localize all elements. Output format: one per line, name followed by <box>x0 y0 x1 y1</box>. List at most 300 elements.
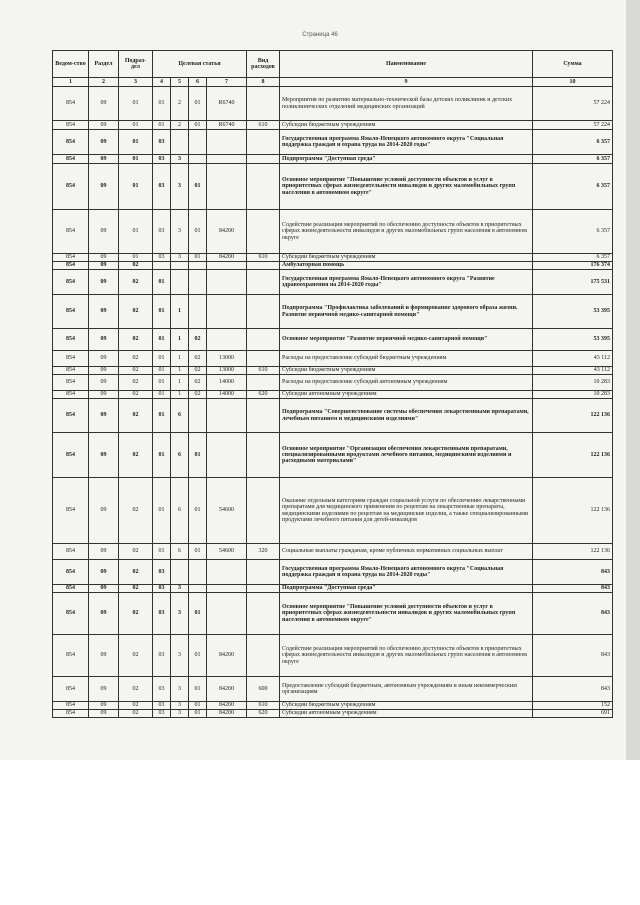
cell-razdel: 09 <box>89 391 119 399</box>
cell-name: Субсидии автономным учреждениям <box>280 391 533 399</box>
cell-vid-rashodov <box>247 270 280 295</box>
cell-sum: 43 112 <box>533 351 613 367</box>
cell-podrazdel: 02 <box>119 677 153 702</box>
cell-razdel: 09 <box>89 710 119 718</box>
cell-target-program: 03 <box>153 702 171 710</box>
cell-razdel: 09 <box>89 399 119 433</box>
cell-name: Государственная программа Ямало-Ненецкого автономного округа "Развитие здравоохранения на 2014-2020 годы" <box>280 270 533 295</box>
table-row <box>53 391 613 399</box>
table-row <box>53 210 613 254</box>
cell-target-program: 01 <box>153 329 171 351</box>
cell-podrazdel: 02 <box>119 635 153 677</box>
cell-target-subprogram: 3 <box>171 254 189 262</box>
cell-razdel: 09 <box>89 585 119 593</box>
cell-target-activity <box>189 585 207 593</box>
table-row <box>53 544 613 560</box>
cell-name: Субсидии бюджетным учреждениям <box>280 367 533 375</box>
cell-target-program: 01 <box>153 544 171 560</box>
cell-target-program: 01 <box>153 295 171 329</box>
cell-target-direction: 14000 <box>207 391 247 399</box>
cell-podrazdel: 02 <box>119 593 153 635</box>
cell-vid-rashodov <box>247 329 280 351</box>
cell-target-subprogram: 3 <box>171 155 189 164</box>
cell-target-program: 03 <box>153 560 171 585</box>
cell-sum: 122 136 <box>533 433 613 478</box>
cell-sum: 10 283 <box>533 391 613 399</box>
cell-target-direction <box>207 593 247 635</box>
cell-target-activity: 02 <box>189 375 207 391</box>
cell-target-subprogram: 6 <box>171 433 189 478</box>
cell-razdel: 09 <box>89 164 119 210</box>
cell-vid-rashodov <box>247 155 280 164</box>
table-row <box>53 164 613 210</box>
cell-target-program: 03 <box>153 635 171 677</box>
cell-target-subprogram: 6 <box>171 478 189 544</box>
header-sum: Сумма <box>533 51 613 78</box>
cell-podrazdel: 01 <box>119 210 153 254</box>
cell-razdel: 09 <box>89 254 119 262</box>
cell-podrazdel: 02 <box>119 702 153 710</box>
cell-podrazdel: 02 <box>119 544 153 560</box>
cell-vid-rashodov: 610 <box>247 367 280 375</box>
cell-target-activity: 01 <box>189 593 207 635</box>
cell-podrazdel: 02 <box>119 710 153 718</box>
cell-podrazdel: 02 <box>119 295 153 329</box>
cell-target-activity: 01 <box>189 710 207 718</box>
cell-target-direction: 54600 <box>207 544 247 560</box>
cell-target-subprogram: 2 <box>171 121 189 130</box>
cell-sum: 10 283 <box>533 375 613 391</box>
cell-name: Расходы на предоставление субсидий бюджетным учреждениям <box>280 351 533 367</box>
cell-vedomstvo: 854 <box>53 710 89 718</box>
cell-razdel: 09 <box>89 560 119 585</box>
table-row <box>53 270 613 295</box>
cell-target-program: 03 <box>153 677 171 702</box>
cell-target-direction <box>207 560 247 585</box>
cell-target-subprogram: 3 <box>171 710 189 718</box>
cell-target-program: 03 <box>153 164 171 210</box>
cell-name: Расходы на предоставление субсидий автономным учреждениям <box>280 375 533 391</box>
cell-name: Основное мероприятие "Повышение условий доступности объектов и услуг в приоритетных сферах жизнедеятельности инвалидов и других маломобильных групп населения в автономном округе" <box>280 164 533 210</box>
cell-target-activity: 01 <box>189 164 207 210</box>
header-podrazdel: Подраз-дел <box>119 51 153 78</box>
cell-target-direction: 84200 <box>207 210 247 254</box>
cell-vedomstvo: 854 <box>53 254 89 262</box>
cell-sum: 122 136 <box>533 478 613 544</box>
cell-vid-rashodov: 320 <box>247 544 280 560</box>
cell-razdel: 09 <box>89 155 119 164</box>
cell-podrazdel: 02 <box>119 391 153 399</box>
cell-vedomstvo: 854 <box>53 155 89 164</box>
cell-vid-rashodov <box>247 399 280 433</box>
cell-target-activity: 01 <box>189 210 207 254</box>
table-row <box>53 130 613 155</box>
cell-podrazdel: 01 <box>119 164 153 210</box>
cell-target-subprogram: 2 <box>171 87 189 121</box>
cell-target-subprogram: 1 <box>171 367 189 375</box>
cell-name: Социальные выплаты гражданам, кроме публичных нормативных социальных выплат <box>280 544 533 560</box>
cell-vedomstvo: 854 <box>53 262 89 270</box>
cell-target-program: 03 <box>153 254 171 262</box>
cell-target-direction: 14000 <box>207 375 247 391</box>
table-row <box>53 478 613 544</box>
header-razdel: Раздел <box>89 51 119 78</box>
cell-podrazdel: 01 <box>119 121 153 130</box>
cell-vedomstvo: 854 <box>53 702 89 710</box>
cell-razdel: 09 <box>89 702 119 710</box>
cell-target-direction: 13000 <box>207 351 247 367</box>
cell-sum: 6 357 <box>533 130 613 155</box>
table-row <box>53 262 613 270</box>
cell-target-program: 01 <box>153 399 171 433</box>
cell-target-activity <box>189 295 207 329</box>
cell-target-subprogram: 3 <box>171 593 189 635</box>
table-row <box>53 121 613 130</box>
cell-target-activity: 01 <box>189 478 207 544</box>
table-row <box>53 351 613 367</box>
cell-target-subprogram: 6 <box>171 544 189 560</box>
cell-vedomstvo: 854 <box>53 295 89 329</box>
cell-name: Субсидии бюджетным учреждениям <box>280 121 533 130</box>
cell-sum: 6 357 <box>533 155 613 164</box>
cell-sum: 57 224 <box>533 121 613 130</box>
cell-target-activity: 01 <box>189 254 207 262</box>
cell-podrazdel: 02 <box>119 351 153 367</box>
cell-vid-rashodov <box>247 478 280 544</box>
cell-target-subprogram <box>171 130 189 155</box>
cell-name: Субсидии бюджетным учреждениям <box>280 254 533 262</box>
cell-name: Субсидии бюджетным учреждениям <box>280 702 533 710</box>
cell-vid-rashodov: 620 <box>247 391 280 399</box>
cell-razdel: 09 <box>89 544 119 560</box>
cell-target-subprogram <box>171 270 189 295</box>
table-body <box>53 87 613 718</box>
cell-name: Предоставление субсидий бюджетным, автономным учреждениям и иным некоммерческим организациям <box>280 677 533 702</box>
cell-vedomstvo: 854 <box>53 560 89 585</box>
table-row <box>53 702 613 710</box>
header-vedomstvo: Ведом-ство <box>53 51 89 78</box>
cell-vedomstvo: 854 <box>53 433 89 478</box>
cell-target-direction <box>207 295 247 329</box>
cell-vedomstvo: 854 <box>53 210 89 254</box>
cell-name: Подпрограмма "Совершенствование системы обеспечения лекарственными препаратами, лечебным питанием и медицинскими изделиями" <box>280 399 533 433</box>
cell-sum: 843 <box>533 560 613 585</box>
cell-target-activity: 01 <box>189 635 207 677</box>
cell-target-subprogram: 1 <box>171 295 189 329</box>
cell-target-direction: 84200 <box>207 635 247 677</box>
cell-vid-rashodov: 620 <box>247 710 280 718</box>
cell-razdel: 09 <box>89 635 119 677</box>
table-row <box>53 375 613 391</box>
cell-target-direction: R6740 <box>207 121 247 130</box>
column-number-row <box>53 78 613 87</box>
cell-sum: 843 <box>533 677 613 702</box>
cell-target-subprogram: 3 <box>171 585 189 593</box>
cell-target-direction: 84200 <box>207 710 247 718</box>
cell-target-direction: 84200 <box>207 677 247 702</box>
column-number: 5 <box>171 78 189 87</box>
cell-podrazdel: 01 <box>119 87 153 121</box>
cell-target-direction <box>207 433 247 478</box>
cell-vid-rashodov <box>247 351 280 367</box>
cell-podrazdel: 01 <box>119 254 153 262</box>
cell-vid-rashodov: 610 <box>247 121 280 130</box>
cell-target-direction: 84200 <box>207 254 247 262</box>
cell-podrazdel: 02 <box>119 399 153 433</box>
cell-target-direction <box>207 130 247 155</box>
cell-target-activity <box>189 560 207 585</box>
column-number: 9 <box>280 78 533 87</box>
cell-target-activity <box>189 399 207 433</box>
table-row <box>53 399 613 433</box>
cell-target-activity <box>189 155 207 164</box>
cell-sum: 152 <box>533 702 613 710</box>
cell-target-subprogram: 3 <box>171 210 189 254</box>
cell-vedomstvo: 854 <box>53 121 89 130</box>
cell-target-activity <box>189 130 207 155</box>
cell-podrazdel: 02 <box>119 262 153 270</box>
table-row <box>53 87 613 121</box>
cell-podrazdel: 01 <box>119 155 153 164</box>
column-number: 3 <box>119 78 153 87</box>
cell-target-direction <box>207 164 247 210</box>
cell-vid-rashodov: 610 <box>247 254 280 262</box>
cell-target-activity: 01 <box>189 544 207 560</box>
cell-target-activity <box>189 262 207 270</box>
cell-name: Основное мероприятие "Организация обеспечения лекарственными препаратами, специализированными продуктами лечебного питания, медицинскими изделиями и расходными материалами" <box>280 433 533 478</box>
cell-target-subprogram: 6 <box>171 399 189 433</box>
cell-vid-rashodov: 610 <box>247 702 280 710</box>
cell-target-subprogram: 3 <box>171 164 189 210</box>
page-number-label: Страница 46 <box>302 32 338 38</box>
cell-target-direction <box>207 270 247 295</box>
cell-razdel: 09 <box>89 367 119 375</box>
cell-razdel: 09 <box>89 351 119 367</box>
cell-target-program: 01 <box>153 367 171 375</box>
cell-vid-rashodov <box>247 585 280 593</box>
cell-target-activity: 01 <box>189 433 207 478</box>
cell-razdel: 09 <box>89 677 119 702</box>
cell-name: Основное мероприятие "Повышение условий доступности объектов и услуг в приоритетных сферах жизнедеятельности инвалидов и других маломобильных групп населения в автономном округе" <box>280 593 533 635</box>
scan-edge-shadow <box>626 0 640 760</box>
cell-target-subprogram: 3 <box>171 702 189 710</box>
cell-sum: 691 <box>533 710 613 718</box>
cell-name: Содействие реализации мероприятий по обеспечению доступности объектов в приоритетных сферах жизнедеятельности инвалидов и других маломобильных групп населения в автономном округе <box>280 635 533 677</box>
cell-target-direction <box>207 262 247 270</box>
cell-vid-rashodov <box>247 164 280 210</box>
cell-target-direction <box>207 585 247 593</box>
cell-name: Мероприятия по развитию материально-технической базы детских поликлиник и детских поликлинических отделений медицинских организаций <box>280 87 533 121</box>
cell-razdel: 09 <box>89 262 119 270</box>
cell-name: Подпрограмма "Доступная среда" <box>280 155 533 164</box>
cell-sum: 43 112 <box>533 367 613 375</box>
cell-vedomstvo: 854 <box>53 391 89 399</box>
cell-razdel: 09 <box>89 329 119 351</box>
cell-name: Оказание отдельным категориям граждан социальной услуги по обеспечению лекарственными препаратами для медицинского применения по рецептам на лекарственные препараты, медицинскими изделиями по рецептам на медицинские изделия, а также специализированными продуктами лечебного питания для детей-инвалидов <box>280 478 533 544</box>
column-number: 8 <box>247 78 280 87</box>
cell-podrazdel: 02 <box>119 375 153 391</box>
cell-sum: 843 <box>533 585 613 593</box>
table-row <box>53 295 613 329</box>
cell-target-program: 03 <box>153 155 171 164</box>
cell-target-subprogram: 1 <box>171 329 189 351</box>
cell-vedomstvo: 854 <box>53 677 89 702</box>
cell-target-program: 01 <box>153 478 171 544</box>
cell-vedomstvo: 854 <box>53 585 89 593</box>
cell-podrazdel: 02 <box>119 367 153 375</box>
cell-name: Подпрограмма "Доступная среда" <box>280 585 533 593</box>
cell-target-activity: 02 <box>189 391 207 399</box>
cell-sum: 6 357 <box>533 210 613 254</box>
cell-target-program: 03 <box>153 710 171 718</box>
cell-vid-rashodov <box>247 433 280 478</box>
header-target: Целевая статья <box>153 51 247 78</box>
cell-vedomstvo: 854 <box>53 375 89 391</box>
cell-vedomstvo: 854 <box>53 329 89 351</box>
cell-podrazdel: 02 <box>119 585 153 593</box>
cell-vid-rashodov <box>247 210 280 254</box>
cell-target-subprogram <box>171 560 189 585</box>
cell-target-program: 01 <box>153 87 171 121</box>
column-number: 7 <box>207 78 247 87</box>
cell-target-activity: 01 <box>189 87 207 121</box>
cell-target-direction: 13000 <box>207 367 247 375</box>
cell-target-subprogram: 1 <box>171 351 189 367</box>
cell-vid-rashodov <box>247 560 280 585</box>
cell-name: Подпрограмма "Профилактика заболеваний и формирование здорового образа жизни. Развитие первичной медико-санитарной помощи" <box>280 295 533 329</box>
table-row <box>53 155 613 164</box>
cell-sum: 175 531 <box>533 270 613 295</box>
cell-target-program: 01 <box>153 391 171 399</box>
cell-target-subprogram: 1 <box>171 391 189 399</box>
cell-vedomstvo: 854 <box>53 544 89 560</box>
cell-target-direction <box>207 329 247 351</box>
cell-vedomstvo: 854 <box>53 87 89 121</box>
cell-podrazdel: 02 <box>119 270 153 295</box>
cell-name: Государственная программа Ямало-Ненецкого автономного округа "Социальная поддержка граждан и охрана труда на 2014-2020 годы" <box>280 130 533 155</box>
header-vid: Вид расходов <box>247 51 280 78</box>
table-row <box>53 635 613 677</box>
cell-target-program <box>153 262 171 270</box>
cell-vid-rashodov <box>247 295 280 329</box>
cell-target-activity: 01 <box>189 677 207 702</box>
header-name: Наименование <box>280 51 533 78</box>
cell-name: Субсидии автономным учреждениям <box>280 710 533 718</box>
cell-razdel: 09 <box>89 121 119 130</box>
table-row <box>53 710 613 718</box>
cell-vid-rashodov <box>247 262 280 270</box>
cell-vid-rashodov <box>247 593 280 635</box>
cell-target-activity: 02 <box>189 329 207 351</box>
cell-name: Основное мероприятие "Развитие первичной медико-санитарной помощи" <box>280 329 533 351</box>
table-row <box>53 433 613 478</box>
cell-target-program: 03 <box>153 593 171 635</box>
cell-razdel: 09 <box>89 210 119 254</box>
cell-sum: 57 224 <box>533 87 613 121</box>
cell-sum: 122 136 <box>533 544 613 560</box>
cell-vedomstvo: 854 <box>53 164 89 210</box>
cell-vid-rashodov <box>247 87 280 121</box>
cell-target-activity: 01 <box>189 121 207 130</box>
cell-sum: 53 395 <box>533 295 613 329</box>
table-row <box>53 254 613 262</box>
cell-vid-rashodov <box>247 130 280 155</box>
cell-razdel: 09 <box>89 130 119 155</box>
header-row <box>53 51 613 78</box>
cell-target-program: 01 <box>153 270 171 295</box>
cell-vedomstvo: 854 <box>53 399 89 433</box>
cell-name: Государственная программа Ямало-Ненецкого автономного округа "Социальная поддержка граждан и охрана труда на 2014-2020 годы" <box>280 560 533 585</box>
cell-razdel: 09 <box>89 375 119 391</box>
cell-target-program: 01 <box>153 351 171 367</box>
cell-target-activity: 01 <box>189 702 207 710</box>
cell-target-program: 03 <box>153 585 171 593</box>
cell-podrazdel: 02 <box>119 329 153 351</box>
cell-sum: 6 357 <box>533 254 613 262</box>
cell-target-direction <box>207 155 247 164</box>
cell-target-activity <box>189 270 207 295</box>
table-row <box>53 593 613 635</box>
cell-podrazdel: 02 <box>119 478 153 544</box>
cell-name: Амбулаторная помощь <box>280 262 533 270</box>
cell-vid-rashodov: 600 <box>247 677 280 702</box>
column-number: 6 <box>189 78 207 87</box>
cell-podrazdel: 01 <box>119 130 153 155</box>
cell-razdel: 09 <box>89 270 119 295</box>
cell-razdel: 09 <box>89 478 119 544</box>
cell-target-direction: 84200 <box>207 702 247 710</box>
cell-target-program: 01 <box>153 375 171 391</box>
column-number: 10 <box>533 78 613 87</box>
table-row <box>53 585 613 593</box>
cell-target-activity: 02 <box>189 367 207 375</box>
cell-target-program: 01 <box>153 121 171 130</box>
cell-vedomstvo: 854 <box>53 478 89 544</box>
cell-target-subprogram: 1 <box>171 375 189 391</box>
cell-target-direction <box>207 399 247 433</box>
cell-target-subprogram <box>171 262 189 270</box>
cell-name: Содействие реализации мероприятий по обеспечению доступности объектов в приоритетных сферах жизнедеятельности инвалидов и других маломобильных групп населения в автономном округе <box>280 210 533 254</box>
cell-podrazdel: 02 <box>119 433 153 478</box>
cell-vedomstvo: 854 <box>53 635 89 677</box>
cell-vedomstvo: 854 <box>53 351 89 367</box>
cell-target-subprogram: 3 <box>171 677 189 702</box>
cell-podrazdel: 02 <box>119 560 153 585</box>
cell-target-direction: R6740 <box>207 87 247 121</box>
cell-sum: 122 136 <box>533 399 613 433</box>
cell-vedomstvo: 854 <box>53 270 89 295</box>
cell-target-program: 03 <box>153 130 171 155</box>
cell-razdel: 09 <box>89 87 119 121</box>
cell-vedomstvo: 854 <box>53 130 89 155</box>
cell-target-subprogram: 3 <box>171 635 189 677</box>
column-number: 2 <box>89 78 119 87</box>
cell-razdel: 09 <box>89 593 119 635</box>
cell-vedomstvo: 854 <box>53 593 89 635</box>
cell-vid-rashodov <box>247 375 280 391</box>
cell-target-activity: 02 <box>189 351 207 367</box>
cell-sum: 843 <box>533 635 613 677</box>
cell-target-program: 01 <box>153 433 171 478</box>
column-number: 4 <box>153 78 171 87</box>
cell-vid-rashodov <box>247 635 280 677</box>
column-number: 1 <box>53 78 89 87</box>
table-row <box>53 560 613 585</box>
cell-sum: 6 357 <box>533 164 613 210</box>
cell-sum: 176 374 <box>533 262 613 270</box>
cell-razdel: 09 <box>89 433 119 478</box>
cell-vedomstvo: 854 <box>53 367 89 375</box>
